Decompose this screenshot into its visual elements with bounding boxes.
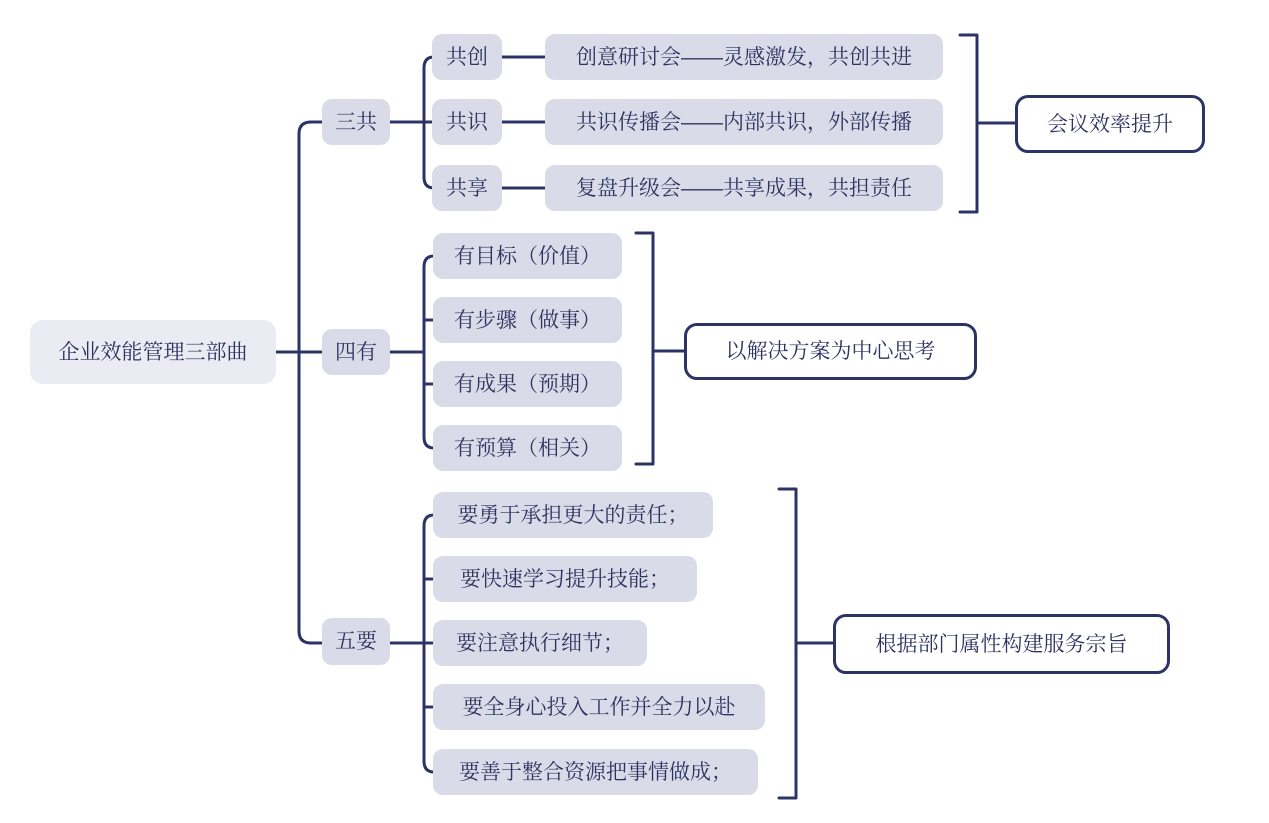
subtopic-gongshi: 共识: [432, 99, 502, 145]
branch-topic-siyou: 四有: [322, 329, 390, 375]
detail-topic-gongchuang: 创意研讨会——灵感激发，共创共进: [545, 34, 943, 80]
summary-bracket-2: [636, 233, 653, 464]
subtopic-yao-5: 要善于整合资源把事情做成；: [433, 749, 758, 795]
subtopic-yao-2: 要快速学习提升技能；: [433, 556, 697, 602]
subtopic-yao-3: 要注意执行细节；: [433, 620, 647, 666]
main-trunk: [299, 122, 330, 643]
subtopic-gongxiang: 共享: [432, 165, 502, 211]
subtopic-youchengguo: 有成果（预期）: [433, 361, 622, 407]
detail-topic-gongxiang: 复盘升级会——共享成果，共担责任: [545, 165, 943, 211]
summary-label-solution: 以解决方案为中心思考: [684, 323, 977, 380]
branch-topic-sangong: 三共: [322, 99, 390, 145]
subtopic-youbuzhou: 有步骤（做事）: [433, 297, 622, 343]
subtopic-youmubiao: 有目标（价值）: [433, 233, 622, 279]
subtopic-yao-1: 要勇于承担更大的责任；: [433, 492, 713, 538]
subtopic-yao-4: 要全身心投入工作并全力以赴: [433, 684, 765, 730]
summary-bracket-3: [779, 489, 796, 798]
siyou-child-trunk: [424, 256, 441, 448]
summary-label-meetings: 会议效率提升: [1015, 95, 1205, 153]
subtopic-gongchuang: 共创: [432, 34, 502, 80]
summary-bracket-1: [960, 35, 977, 212]
branch-topic-wuyao: 五要: [322, 618, 390, 665]
subtopic-youyusuan: 有预算（相关）: [433, 425, 622, 471]
detail-topic-gongshi: 共识传播会——内部共识，外部传播: [545, 99, 943, 145]
summary-label-service: 根据部门属性构建服务宗旨: [833, 614, 1170, 674]
root-topic: 企业效能管理三部曲: [30, 320, 276, 384]
